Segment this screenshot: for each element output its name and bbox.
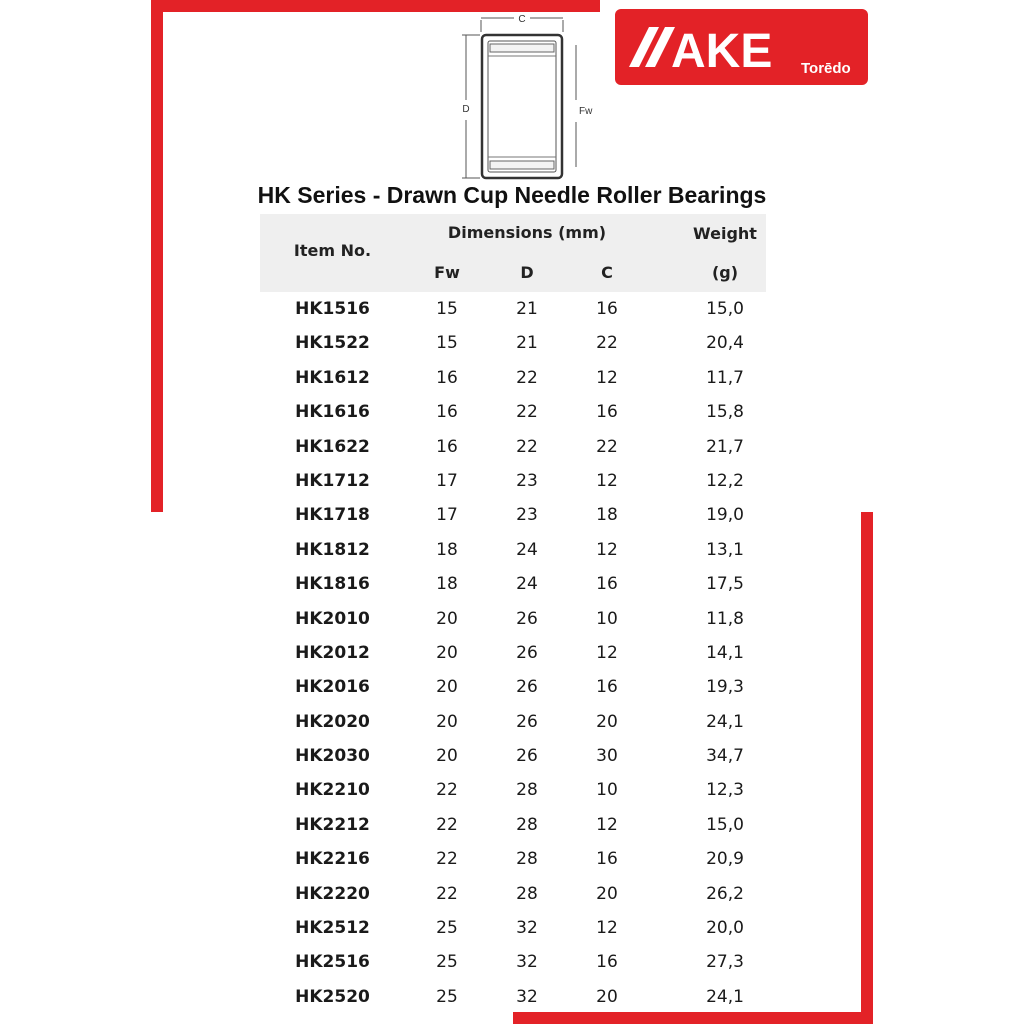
table-row [260,877,766,911]
label-d: D [462,104,470,115]
cell-weight: 20,0 [706,918,744,939]
cell-weight: 34,7 [706,746,744,767]
cell-c: 12 [596,814,618,835]
cell-item-no: HK2516 [295,952,370,973]
table-row [260,670,766,704]
bearing-table-body [260,292,766,1014]
header-weight-unit: (g) [711,263,739,282]
cell-item-no: HK2030 [295,746,370,767]
cell-fw: 16 [436,436,458,457]
table-row [260,292,766,326]
cell-d: 32 [516,986,538,1007]
cell-c: 10 [596,608,618,629]
header-weight: Weight [693,224,757,243]
cell-weight: 15,0 [706,814,744,835]
cell-item-no: HK2010 [295,608,370,629]
cell-item-no: HK2216 [295,849,370,870]
table-header [260,214,766,292]
cell-item-no: HK2520 [295,986,370,1007]
cell-weight: 17,5 [706,574,744,595]
cell-item-no: HK1622 [295,436,370,457]
cell-fw: 16 [436,402,458,423]
cell-fw: 20 [436,642,458,663]
cell-item-no: HK1718 [295,505,370,526]
table-row [260,636,766,670]
cell-fw: 18 [436,539,458,560]
cell-c: 20 [596,883,618,904]
table-row [260,567,766,601]
cell-c: 16 [596,952,618,973]
cell-weight: 27,3 [706,952,744,973]
cell-weight: 12,2 [706,470,744,491]
table-row [260,980,766,1014]
cell-weight: 13,1 [706,539,744,560]
cell-weight: 15,8 [706,402,744,423]
cell-c: 12 [596,642,618,663]
cell-c: 16 [596,299,618,319]
table-row [260,911,766,945]
cell-weight: 24,1 [706,986,744,1007]
cell-d: 22 [516,402,538,423]
table-row [260,326,766,360]
cell-item-no: HK2020 [295,711,370,732]
table-row [260,395,766,429]
table-row [260,945,766,979]
cell-c: 16 [596,849,618,870]
cell-c: 18 [596,505,618,526]
cell-item-no: HK2512 [295,918,370,939]
cell-d: 24 [516,539,538,560]
cell-d: 24 [516,574,538,595]
cell-d: 21 [516,333,538,354]
cell-item-no: HK1612 [295,367,370,388]
cell-fw: 22 [436,883,458,904]
cell-fw: 15 [436,299,458,319]
bearing-cross-section-drawing [458,10,608,184]
red-frame-left [151,0,163,512]
cell-fw: 15 [436,333,458,354]
cell-item-no: HK2012 [295,642,370,663]
cell-c: 20 [596,986,618,1007]
cell-d: 32 [516,952,538,973]
cell-d: 26 [516,608,538,629]
cell-weight: 11,7 [706,367,744,388]
cell-d: 26 [516,746,538,767]
cell-c: 12 [596,918,618,939]
cell-item-no: HK2212 [295,814,370,835]
cell-fw: 20 [436,677,458,698]
table-row [260,533,766,567]
cell-d: 23 [516,505,538,526]
cell-fw: 22 [436,849,458,870]
cell-d: 26 [516,711,538,732]
table-row [260,705,766,739]
cell-c: 12 [596,539,618,560]
cell-weight: 14,1 [706,642,744,663]
cell-fw: 22 [436,780,458,801]
cell-d: 26 [516,642,538,663]
table-row [260,773,766,807]
cell-weight: 20,4 [706,333,744,354]
label-c: C [518,14,526,25]
cell-d: 22 [516,367,538,388]
cell-weight: 12,3 [706,780,744,801]
cell-fw: 25 [436,918,458,939]
cell-item-no: HK2220 [295,883,370,904]
header-fw: Fw [434,263,460,282]
cell-c: 16 [596,402,618,423]
cell-fw: 20 [436,608,458,629]
table-row [260,602,766,636]
page-title: HK Series - Drawn Cup Needle Roller Bearings [257,182,767,208]
table-row [260,739,766,773]
logo-main-text: AKE [671,25,773,78]
cell-weight: 19,3 [706,677,744,698]
cell-fw: 25 [436,986,458,1007]
cell-weight: 19,0 [706,505,744,526]
cell-fw: 25 [436,952,458,973]
cell-c: 16 [596,677,618,698]
cell-weight: 20,9 [706,849,744,870]
header-c: C [601,263,613,282]
cell-weight: 26,2 [706,883,744,904]
cell-d: 21 [516,299,538,319]
cell-d: 28 [516,849,538,870]
cell-fw: 20 [436,711,458,732]
table-row [260,430,766,464]
cell-item-no: HK2210 [295,780,370,801]
table-row [260,361,766,395]
cell-fw: 16 [436,367,458,388]
cell-item-no: HK1616 [295,402,370,423]
cell-c: 16 [596,574,618,595]
table-row [260,464,766,498]
header-dimensions: Dimensions (mm) [447,223,607,242]
cell-c: 12 [596,367,618,388]
cell-c: 10 [596,780,618,801]
cell-item-no: HK1816 [295,574,370,595]
cell-fw: 18 [436,574,458,595]
cell-d: 26 [516,677,538,698]
table-row [260,842,766,876]
cell-fw: 17 [436,470,458,491]
cell-fw: 17 [436,505,458,526]
label-fw: Fw [579,106,593,117]
cell-d: 28 [516,883,538,904]
table-row [260,808,766,842]
cell-c: 22 [596,436,618,457]
cell-fw: 20 [436,746,458,767]
cell-item-no: HK1812 [295,539,370,560]
cell-weight: 21,7 [706,436,744,457]
cell-c: 20 [596,711,618,732]
header-d: D [520,263,534,282]
cell-weight: 24,1 [706,711,744,732]
cell-weight: 15,0 [706,299,744,319]
logo-sub-text: Torēdo [801,60,851,77]
cell-item-no: HK1516 [295,299,370,319]
cell-item-no: HK1712 [295,470,370,491]
table-row [260,498,766,532]
cell-weight: 11,8 [706,608,744,629]
red-frame-right [861,512,873,1024]
cell-c: 22 [596,333,618,354]
cell-c: 30 [596,746,618,767]
cell-d: 28 [516,814,538,835]
cell-d: 23 [516,470,538,491]
cell-item-no: HK1522 [295,333,370,354]
cell-c: 12 [596,470,618,491]
cell-item-no: HK2016 [295,677,370,698]
header-item-no: Item No. [293,241,372,260]
brand-logo [615,9,868,85]
cell-fw: 22 [436,814,458,835]
cell-d: 22 [516,436,538,457]
cell-d: 28 [516,780,538,801]
cell-d: 32 [516,918,538,939]
